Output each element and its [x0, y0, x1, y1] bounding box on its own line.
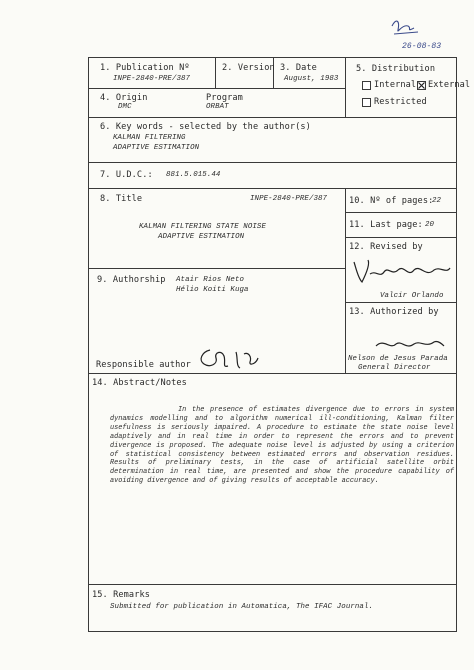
authorizer-name: Nelson de Jesus Parada	[348, 355, 448, 363]
check-mark-icon	[418, 82, 425, 89]
abstract-text: In the presence of estimates divergence due to errors in system dynamics modelling and to algorithm numerical ill-conditioning, Kalman filter usefulness is seriously impaired. A procedure to estimate the state noise level adaptively and in real time in order to represent the errors and to prevent divergence is proposed. The adequate noise level is adjusted by using a criterion of statistical consistency between estimated errors and observation residues. Results of preliminary tests, in the case of artificial satellite orbit determination in real time, are presented and show the procedure capability of avoiding divergence and of giving results of acceptable accuracy.	[110, 406, 454, 486]
publication-number-label: 1. Publication Nº	[100, 63, 190, 73]
reviser-signature	[350, 254, 454, 292]
date-value: August, 1983	[284, 75, 339, 83]
program-value: ORBAT	[206, 103, 229, 111]
revised-by-label: 12. Revised by	[349, 242, 423, 252]
external-label: External	[428, 80, 471, 90]
distribution-label: 5. Distribution	[356, 64, 436, 74]
external-checkbox[interactable]	[417, 81, 426, 90]
last-page-value: 20	[425, 221, 435, 229]
abstract-label: 14. Abstract/Notes	[92, 378, 187, 388]
date-label: 3. Date	[280, 63, 317, 73]
internal-checkbox[interactable]	[362, 81, 371, 90]
keywords-label: 6. Key words - selected by the author(s)	[100, 122, 311, 132]
signature-scribble	[374, 336, 446, 356]
udc-label: 7. U.D.C.:	[100, 170, 153, 180]
remarks-label: 15. Remarks	[92, 590, 151, 600]
author-name: Atair Rios Neto	[176, 276, 245, 284]
publication-number-value: INPE-2840-PRE/387	[113, 75, 191, 83]
title-line: ADAPTIVE ESTIMATION	[158, 233, 245, 241]
title-reference: INPE-2840-PRE/387	[250, 195, 328, 203]
version-label: 2. Version	[222, 63, 275, 73]
authorizer-role: General Director	[358, 364, 431, 372]
handwritten-stamp	[388, 16, 452, 56]
responsible-author-signature	[196, 346, 272, 376]
responsible-author-label: Responsible author	[96, 360, 191, 370]
keyword-item: ADAPTIVE ESTIMATION	[113, 144, 200, 152]
pages-count-label: 10. Nº of pages:	[349, 196, 434, 206]
reviser-name: Valcir Orlando	[380, 292, 444, 300]
program-label: Program	[206, 93, 243, 103]
keyword-item: KALMAN FILTERING	[113, 134, 186, 142]
last-page-label: 11. Last page:	[349, 220, 423, 230]
pages-count-value: 22	[432, 197, 442, 205]
title-line: KALMAN FILTERING STATE NOISE	[139, 223, 266, 231]
author-name: Hélio Koiti Kuga	[176, 286, 249, 294]
title-label: 8. Title	[100, 194, 143, 204]
restricted-checkbox[interactable]	[362, 98, 371, 107]
restricted-label: Restricted	[374, 97, 427, 107]
authorship-label: 9. Authorship	[97, 275, 166, 285]
origin-value: DMC	[118, 103, 132, 111]
stamp-date: 26-08-83	[402, 42, 442, 51]
authorized-by-label: 13. Authorized by	[349, 307, 439, 317]
udc-value: 881.5.015.44	[166, 171, 221, 179]
internal-label: Internal	[374, 80, 417, 90]
signature-scribble	[196, 346, 272, 372]
remarks-text: Submitted for publication in Automatica, The IFAC Journal.	[110, 603, 374, 611]
origin-label: 4. Origin	[100, 93, 148, 103]
signature-scribble	[350, 254, 454, 288]
